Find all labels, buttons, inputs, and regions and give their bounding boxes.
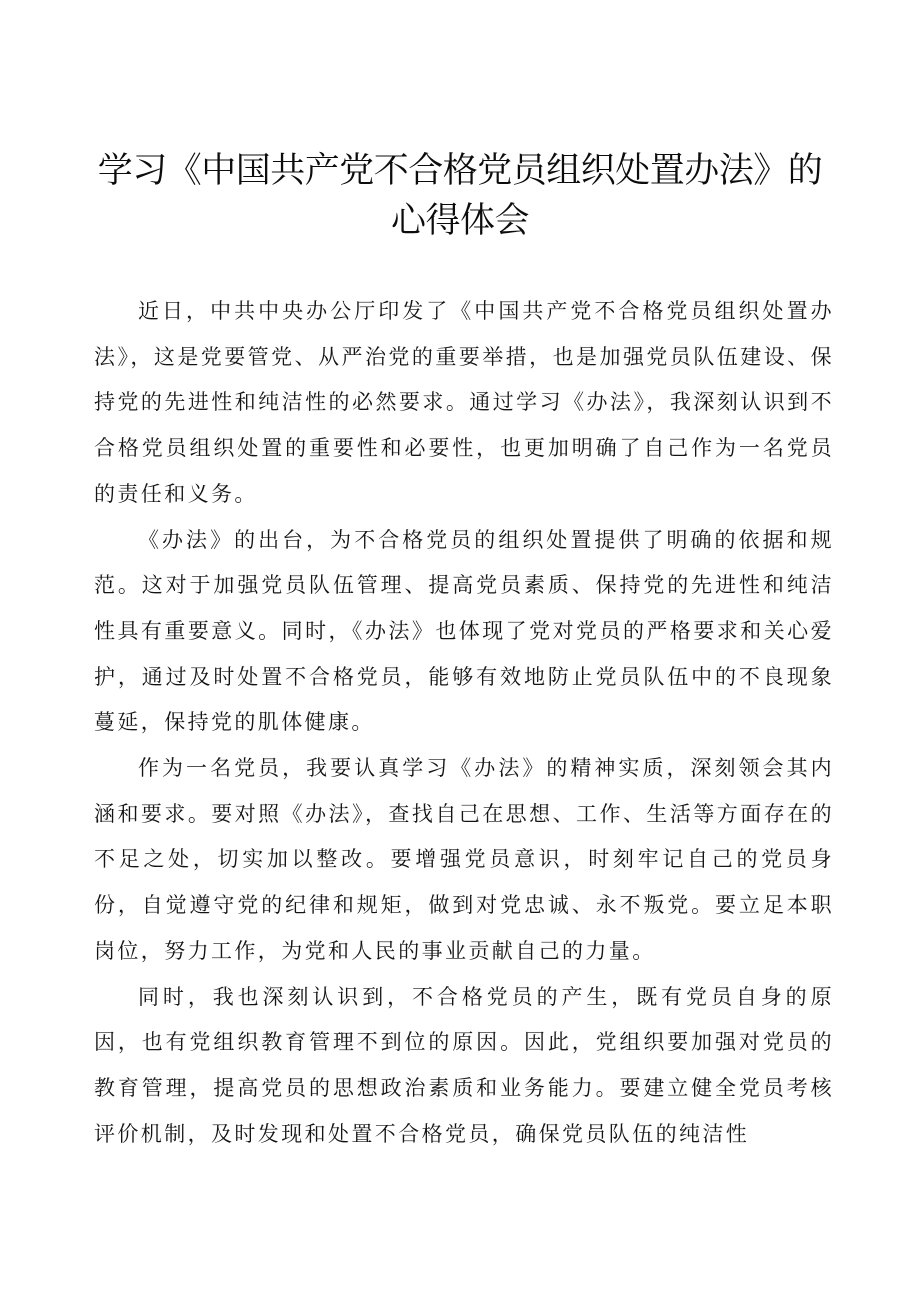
paragraph-1: 近日，中共中央办公厅印发了《中国共产党不合格党员组织处置办法》，这是党要管党、从严治党的重要举措，也是加强党员队伍建设、保持党的先进性和纯洁性的必然要求。通过学习《办法》，我深刻认识到不合格党员组织处置的重要性和必要性，也更加明确了自己作为一名党员的责任和义务。 [94,299,834,506]
document-title [60,146,860,246]
paragraph-2: 《办法》的出台，为不合格党员的组织处置提供了明确的依据和规范。这对于加强党员队伍管理、提高党员素质、保持党的先进性和纯洁性具有重要意义。同时，《办法》也体现了党对党员的严格要求和关心爱护，通过及时处置不合格党员，能够有效地防止党员队伍中的不良现象蔓延，保持党的肌体健康。 [94,527,834,735]
title-line-1: 学习《中国共产党不合格党员组织处置办法》的 [97,151,823,191]
paragraph-4: 同时，我也深刻认识到，不合格党员的产生，既有党员自身的原因，也有党组织教育管理不到位的原因。因此，党组织要加强对党员的教育管理，提高党员的思想政治素质和业务能力。要建立健全党员考核评价机制，及时发现和处置不合格党员，确保党员队伍的纯洁性 [94,984,834,1146]
document-body [94,289,834,1157]
title-line-2: 心得体会 [390,201,529,241]
paragraph-3: 作为一名党员，我要认真学习《办法》的精神实质，深刻领会其内涵和要求。要对照《办法》，查找自己在思想、工作、生活等方面存在的不足之处，切实加以整改。要增强党员意识，时刻牢记自己的党员身份，自觉遵守党的纪律和规矩，做到对党忠诚、永不叛党。要立足本职岗位，努力工作，为党和人民的事业贡献自己的力量。 [94,756,834,963]
